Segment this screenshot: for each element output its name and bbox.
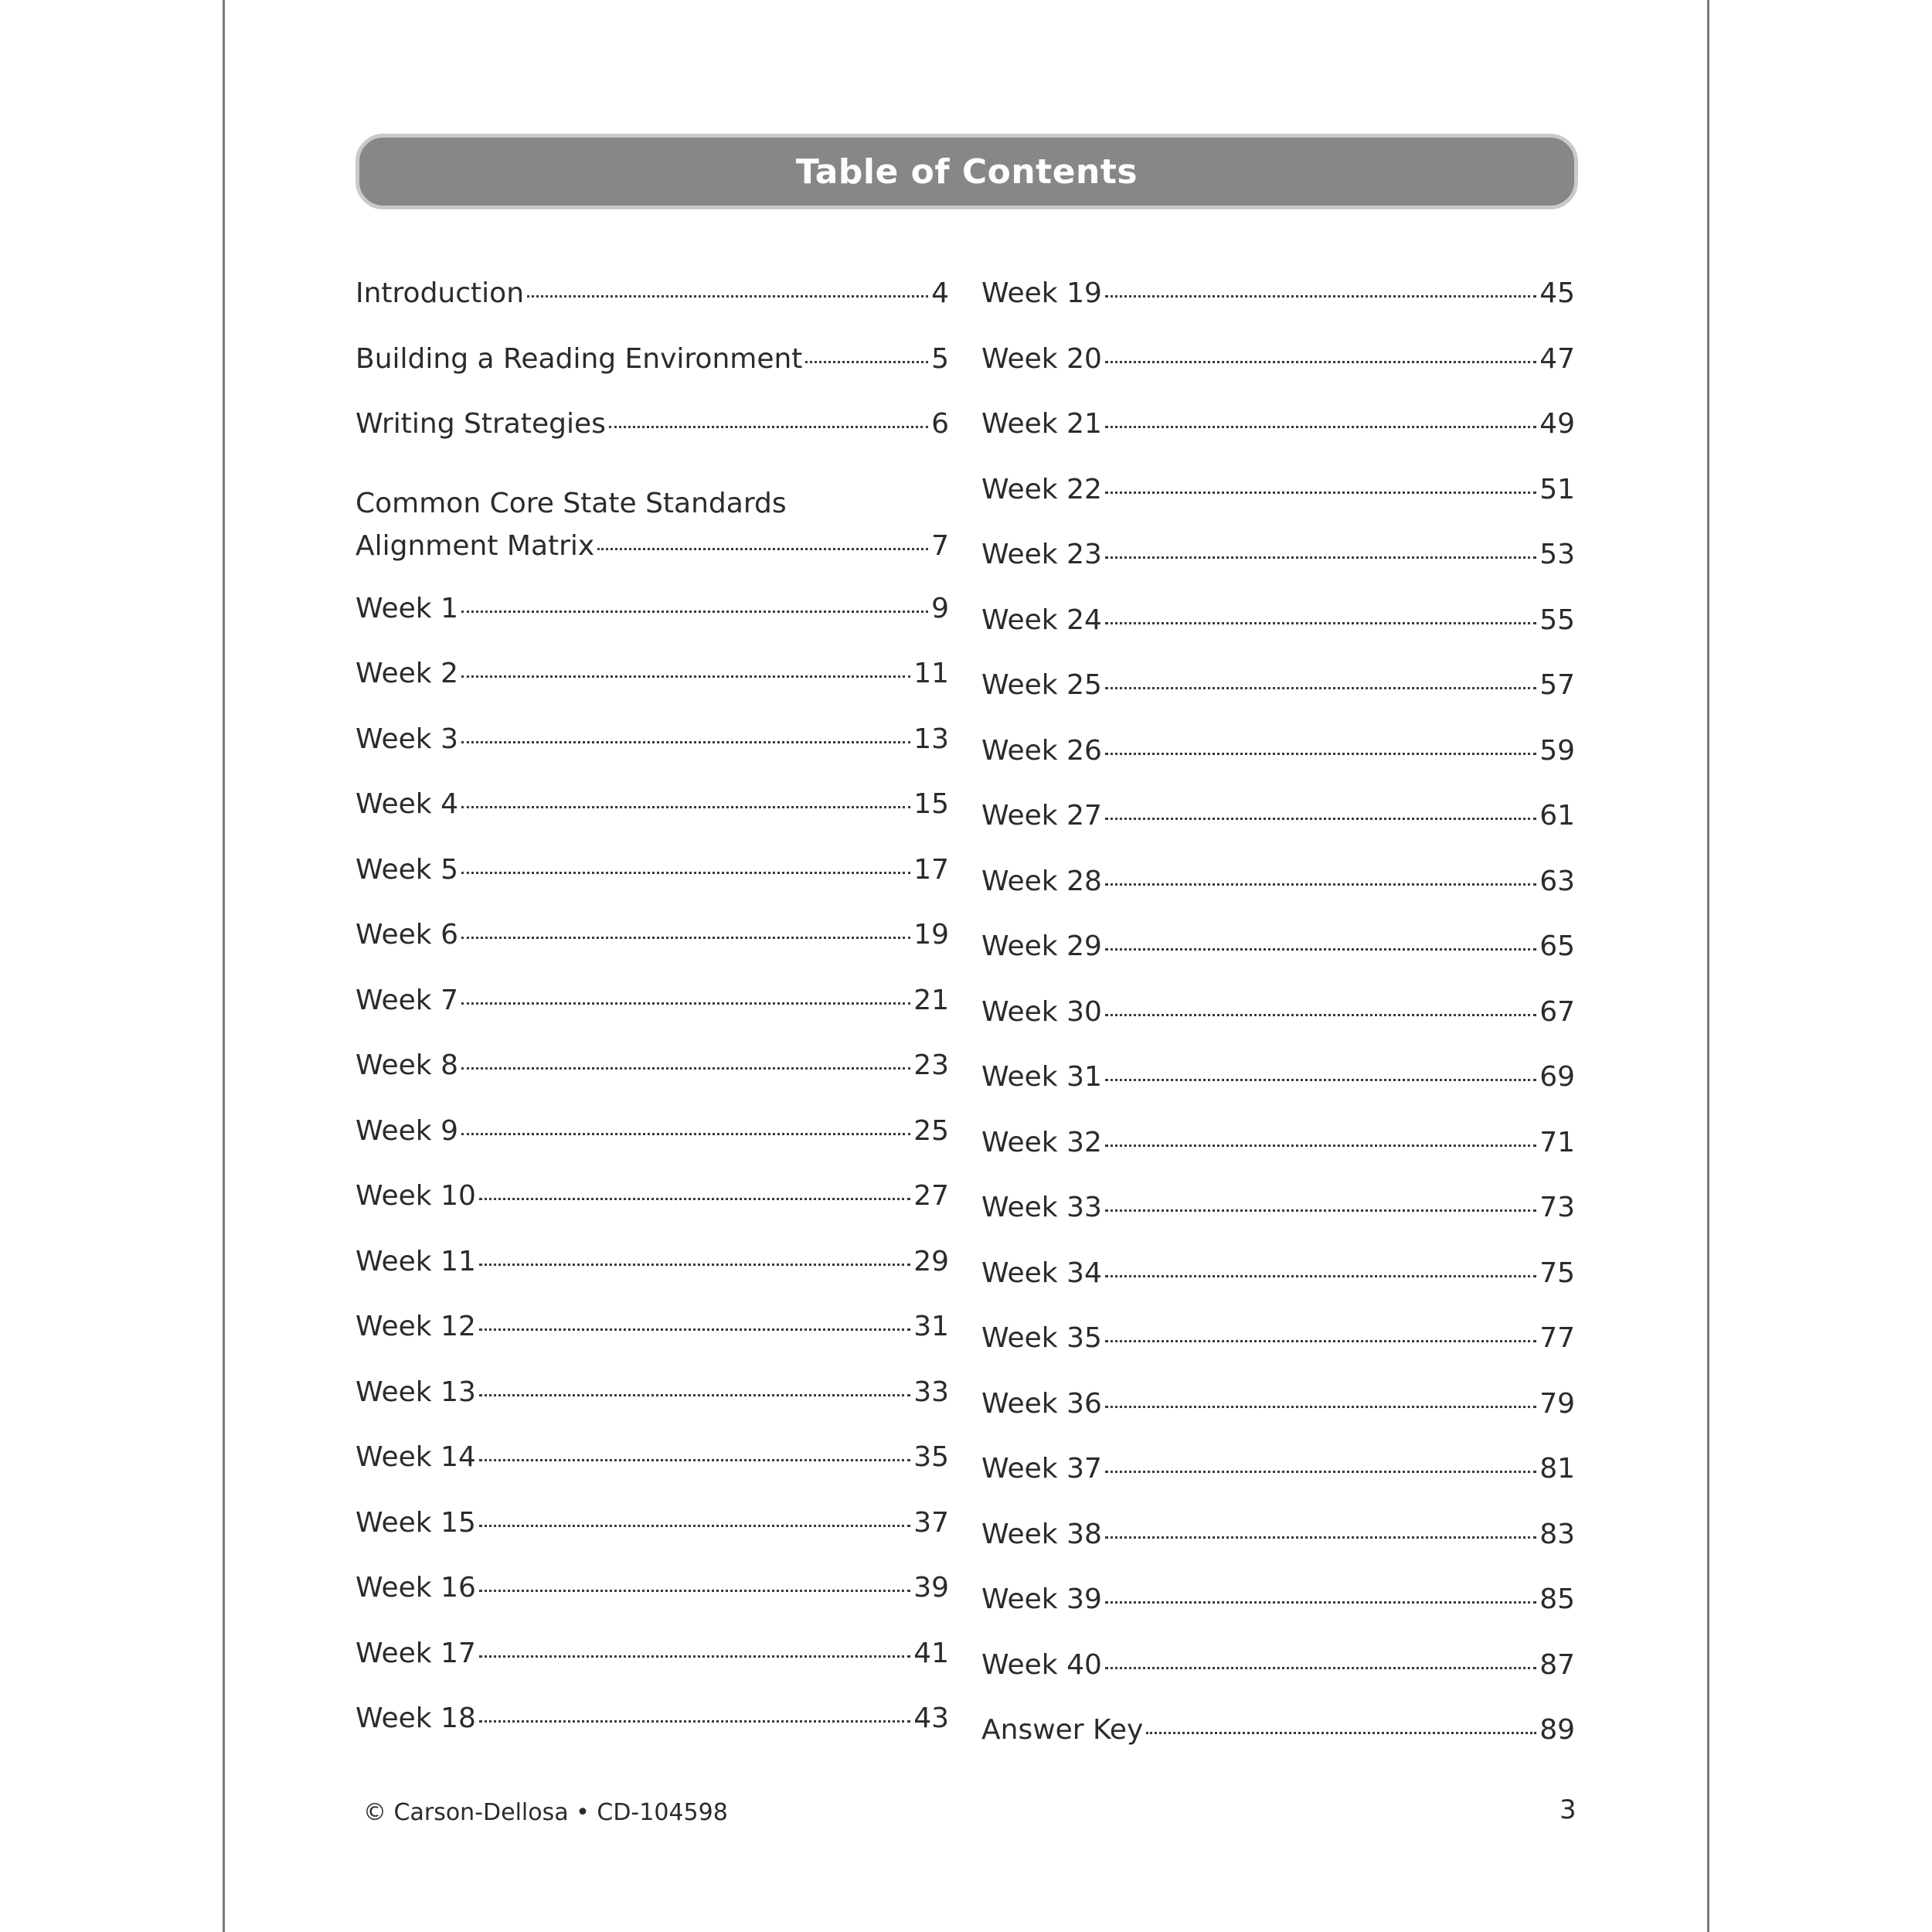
toc-entry [981, 1252, 1575, 1318]
dot-leader [479, 1394, 910, 1396]
toc-entry-page: 17 [913, 853, 949, 886]
dot-leader [461, 806, 910, 808]
toc-entry-page: 7 [931, 529, 949, 562]
toc-entry-label: Week 1 [355, 592, 458, 624]
dot-leader [1105, 1209, 1536, 1212]
dot-leader [1105, 622, 1536, 624]
toc-entry-page: 5 [931, 342, 949, 375]
toc-entry-label: Week 23 [981, 539, 1102, 570]
toc-entry-label: Building a Reading Environment [355, 342, 803, 375]
dot-leader [461, 741, 910, 743]
toc-entry-page: 73 [1539, 1192, 1575, 1223]
toc-entry [355, 468, 949, 587]
dot-leader [1105, 361, 1536, 363]
dot-leader [1105, 426, 1536, 428]
dot-leader [1105, 753, 1536, 755]
toc-entry [355, 783, 949, 849]
toc-entry-label: Week 10 [355, 1180, 476, 1212]
dot-leader [1105, 1601, 1536, 1604]
toc-entry [981, 1513, 1575, 1579]
toc-entry [355, 1044, 949, 1110]
toc-entry-page: 57 [1539, 669, 1575, 701]
toc-entry-label: Week 37 [981, 1453, 1102, 1485]
toc-entry-label: Week 38 [981, 1518, 1102, 1550]
dot-leader [1105, 1471, 1536, 1473]
toc-entry-label: Week 30 [981, 995, 1102, 1028]
dot-leader [1105, 1406, 1536, 1408]
toc-entry-label: Week 13 [355, 1376, 476, 1408]
footer-page-number: 3 [1560, 1794, 1577, 1825]
toc-entry-label: Week 3 [355, 723, 458, 755]
dot-leader [479, 1655, 910, 1658]
toc-entry [981, 1383, 1575, 1448]
dot-leader [479, 1590, 910, 1592]
toc-entry-page: 21 [913, 984, 949, 1016]
dot-leader [461, 675, 910, 678]
toc-entry-label-continued: Alignment Matrix [355, 529, 595, 562]
toc-entry-label: Week 32 [981, 1126, 1102, 1158]
toc-entry-page: 59 [1539, 734, 1575, 767]
toc-entry-label: Week 17 [355, 1637, 476, 1669]
toc-entry-page: 45 [1539, 277, 1575, 309]
dot-leader [1105, 1536, 1536, 1539]
toc-entry [355, 913, 949, 979]
dot-leader [461, 1002, 910, 1005]
toc-entry-page: 83 [1539, 1518, 1575, 1550]
toc-entry-label: Week 7 [355, 984, 458, 1016]
toc-entry [355, 1371, 949, 1437]
toc-entry-label: Week 34 [981, 1257, 1102, 1289]
toc-entry-label: Week 8 [355, 1049, 458, 1081]
dot-leader [479, 1525, 910, 1527]
toc-entry-page: 77 [1539, 1322, 1575, 1354]
dot-leader [1105, 883, 1536, 886]
toc-entry-page: 37 [913, 1506, 949, 1539]
dot-leader [1105, 687, 1536, 689]
toc-entry-label: Week 4 [355, 788, 458, 820]
toc-entry [355, 652, 949, 718]
toc-entry-page: 61 [1539, 800, 1575, 832]
toc-entry-label: Week 39 [981, 1583, 1102, 1615]
toc-entry [981, 860, 1575, 926]
toc-entry-label: Week 25 [981, 669, 1102, 701]
toc-entry-page: 49 [1539, 408, 1575, 440]
toc-entry [355, 587, 949, 653]
toc-entry-page: 81 [1539, 1453, 1575, 1485]
toc-entry-page: 39 [913, 1572, 949, 1604]
toc-entry-label: Week 27 [981, 800, 1102, 832]
toc-entry [981, 794, 1575, 860]
toc-entry-label: Week 2 [355, 658, 458, 689]
toc-entry-page: 51 [1539, 473, 1575, 505]
toc-entry-page: 89 [1539, 1714, 1575, 1746]
toc-entry-page: 55 [1539, 604, 1575, 636]
toc-entry [981, 468, 1575, 534]
footer-copyright: © Carson-Dellosa • CD-104598 [363, 1799, 728, 1826]
dot-leader [1105, 556, 1536, 559]
toc-entry-label: Week 19 [981, 277, 1102, 309]
dot-leader [609, 426, 928, 428]
toc-entry-label: Common Core State Standards [355, 487, 787, 519]
toc-entry-page: 25 [913, 1114, 949, 1147]
toc-entry-page: 67 [1539, 995, 1575, 1028]
toc-entry-label: Week 18 [355, 1702, 476, 1734]
toc-entry [981, 272, 1575, 338]
toc-entry-page: 85 [1539, 1583, 1575, 1615]
dot-leader [1105, 1079, 1536, 1081]
toc-entry [355, 1566, 949, 1632]
toc-entry-label: Week 33 [981, 1192, 1102, 1223]
toc-entry [981, 1186, 1575, 1252]
toc-right-column [981, 272, 1575, 1774]
toc-entry-page: 29 [913, 1245, 949, 1277]
toc-entry [355, 338, 949, 403]
dot-leader [479, 1198, 910, 1200]
toc-entry [981, 1056, 1575, 1121]
dot-leader [1105, 948, 1536, 951]
toc-entry [355, 1436, 949, 1502]
dot-leader [1105, 1014, 1536, 1016]
toc-entry-page: 41 [913, 1637, 949, 1669]
toc-entry [981, 925, 1575, 991]
toc-entry-page: 47 [1539, 342, 1575, 375]
toc-entry-page: 11 [913, 658, 949, 689]
toc-entry-label: Week 12 [355, 1311, 476, 1342]
toc-entry [355, 718, 949, 784]
dot-leader [461, 1067, 910, 1070]
dot-leader [461, 1133, 910, 1135]
toc-entry-label: Week 5 [355, 853, 458, 886]
toc-entry-page: 71 [1539, 1126, 1575, 1158]
toc-entry-page: 43 [913, 1702, 949, 1734]
toc-entry [981, 1709, 1575, 1774]
toc-entry [355, 403, 949, 468]
toc-entry-page: 65 [1539, 930, 1575, 962]
toc-entry-label: Week 22 [981, 473, 1102, 505]
toc-entry-page: 33 [913, 1376, 949, 1408]
page-title: Table of Contents [795, 151, 1138, 192]
toc-entry [981, 1121, 1575, 1187]
toc-entry-page: 27 [913, 1180, 949, 1212]
toc-entry [981, 599, 1575, 665]
toc-entry-page: 69 [1539, 1061, 1575, 1093]
dot-leader [479, 1264, 910, 1266]
dot-leader [1105, 1145, 1536, 1147]
dot-leader [479, 1328, 910, 1331]
toc-entry [981, 991, 1575, 1056]
toc-left-column [355, 272, 949, 1763]
toc-entry-label: Week 29 [981, 930, 1102, 962]
toc-entry-label: Week 31 [981, 1061, 1102, 1093]
toc-entry [355, 1697, 949, 1763]
toc-entry [981, 533, 1575, 599]
toc-entry-label: Answer Key [981, 1714, 1144, 1746]
dot-leader [479, 1720, 910, 1723]
toc-entry [355, 1632, 949, 1698]
toc-entry [355, 979, 949, 1045]
toc-entry [355, 1240, 949, 1306]
toc-entry-label: Week 28 [981, 865, 1102, 897]
toc-entry [981, 730, 1575, 795]
toc-entry-label: Week 21 [981, 408, 1102, 440]
toc-entry-label: Introduction [355, 277, 525, 309]
toc-entry-page: 23 [913, 1049, 949, 1081]
dot-leader [461, 611, 928, 613]
toc-entry-label: Week 9 [355, 1114, 458, 1147]
toc-entry-label: Week 20 [981, 342, 1102, 375]
dot-leader [1105, 492, 1536, 494]
toc-entry [355, 1110, 949, 1175]
toc-entry [981, 1578, 1575, 1644]
toc-entry-page: 31 [913, 1311, 949, 1342]
toc-entry [981, 1317, 1575, 1383]
dot-leader [461, 872, 910, 874]
dot-leader [461, 937, 910, 939]
toc-entry-page: 4 [931, 277, 949, 309]
toc-entry-label: Week 6 [355, 919, 458, 951]
toc-entry-page: 6 [931, 408, 949, 440]
toc-entry [355, 1502, 949, 1567]
dot-leader [805, 361, 928, 363]
dot-leader [1105, 295, 1536, 298]
dot-leader [1105, 1667, 1536, 1669]
toc-entry-page: 75 [1539, 1257, 1575, 1289]
toc-entry-label: Week 40 [981, 1648, 1102, 1681]
toc-entry-label: Week 36 [981, 1387, 1102, 1420]
toc-entry-page: 15 [913, 788, 949, 820]
dot-leader [1105, 1275, 1536, 1277]
toc-entry [355, 272, 949, 338]
toc-entry-page: 63 [1539, 865, 1575, 897]
dot-leader [597, 548, 928, 550]
toc-entry-label: Week 16 [355, 1572, 476, 1604]
toc-entry-label: Week 15 [355, 1506, 476, 1539]
toc-entry-page: 19 [913, 919, 949, 951]
dot-leader [1105, 1340, 1536, 1342]
toc-entry-page: 9 [931, 592, 949, 624]
toc-entry [355, 1175, 949, 1240]
toc-entry-label: Week 11 [355, 1245, 476, 1277]
dot-leader [1105, 818, 1536, 820]
toc-entry-label: Week 26 [981, 734, 1102, 767]
toc-entry [981, 664, 1575, 730]
toc-entry-page: 79 [1539, 1387, 1575, 1420]
toc-entry [355, 849, 949, 914]
dot-leader [479, 1459, 910, 1461]
toc-entry-line2 [355, 525, 949, 567]
toc-entry [981, 1447, 1575, 1513]
toc-entry-label: Week 24 [981, 604, 1102, 636]
toc-entry [355, 1305, 949, 1371]
toc-entry-page: 35 [913, 1441, 949, 1473]
toc-entry-page: 53 [1539, 539, 1575, 570]
toc-entry [981, 403, 1575, 468]
title-banner [355, 134, 1578, 209]
toc-entry-page: 87 [1539, 1648, 1575, 1681]
toc-entry-label: Week 35 [981, 1322, 1102, 1354]
dot-leader [1146, 1732, 1536, 1734]
toc-entry-label: Writing Strategies [355, 408, 606, 440]
toc-entry [981, 338, 1575, 403]
toc-entry [981, 1644, 1575, 1709]
toc-entry-page: 13 [913, 723, 949, 755]
dot-leader [527, 295, 928, 298]
toc-entry-label: Week 14 [355, 1441, 476, 1473]
